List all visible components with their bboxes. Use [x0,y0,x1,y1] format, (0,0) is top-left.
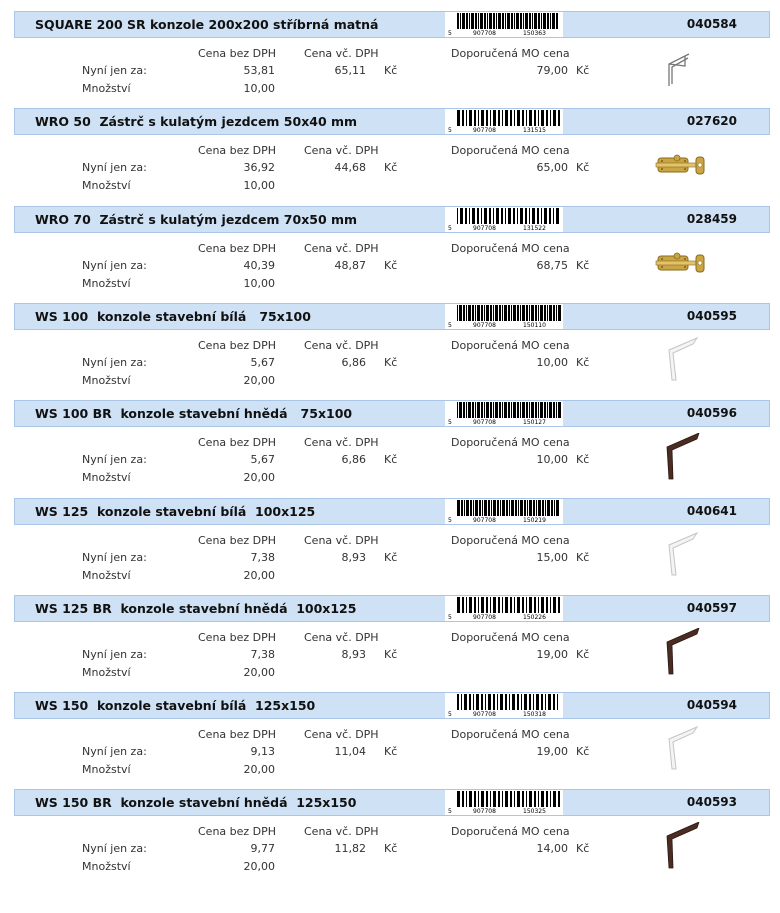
barcode-bars [445,304,563,329]
recommended-retail-price: 10,00 [536,453,568,467]
barcode-digit-prefix: 5 [448,419,452,427]
label-price-excl-vat: Cena bez DPH [198,436,277,450]
currency-label: Kč [576,550,590,564]
recommended-retail-price: 19,00 [536,745,568,759]
product-name: WRO 50 Zástrč s kulatým jezdcem 50x40 mm [35,114,358,130]
product-code: 027620 [686,114,737,129]
white-bracket-image [655,531,705,581]
label-now-only: Nyní jen za: [82,647,147,661]
price-incl-vat: 6,86 [341,453,366,467]
currency-label: Kč [384,161,398,175]
product-header [14,595,770,622]
product-entry [0,195,780,292]
label-now-only: Nyní jen za: [82,453,147,467]
recommended-retail-price: 14,00 [536,842,568,856]
label-price-incl-vat: Cena vč. DPH [304,728,379,742]
label-price-excl-vat: Cena bez DPH [198,825,277,839]
price-excl-vat: 7,38 [250,550,275,564]
price-incl-vat: 48,87 [334,258,366,272]
price-incl-vat: 8,93 [341,550,366,564]
label-recommended-retail: Doporučená MO cena [451,728,570,742]
product-name: WS 150 BR konzole stavební hnědá 125x150 [35,795,357,811]
label-quantity: Množství [82,763,131,777]
quantity-value: 20,00 [243,860,275,874]
label-quantity: Množství [82,373,131,387]
price-excl-vat: 40,39 [243,258,275,272]
currency-label: Kč [384,64,398,77]
product-entry [0,0,780,97]
label-recommended-retail: Doporučená MO cena [451,436,570,450]
product-name: WS 100 konzole stavební bílá 75x100 [35,308,311,324]
label-price-excl-vat: Cena bez DPH [198,728,277,742]
label-price-excl-vat: Cena bez DPH [198,144,277,158]
currency-label: Kč [576,258,590,272]
label-price-excl-vat: Cena bez DPH [198,338,277,352]
corner-bracket-image [655,44,705,94]
price-excl-vat: 9,13 [250,745,275,759]
barcode-bars [445,401,563,426]
product-code: 040641 [686,503,737,518]
white-bracket-image [655,336,705,386]
product-image [655,628,705,678]
barcode-digits-right: 150318 [523,711,546,719]
barcode-digits-right: 150110 [523,321,546,329]
barcode-digit-prefix: 5 [448,224,452,232]
quantity-value: 10,00 [243,179,275,193]
label-quantity: Množství [82,179,131,193]
product-code: 040584 [686,17,737,31]
barcode-image [445,693,563,718]
product-image [655,44,705,94]
quantity-value: 10,00 [243,276,275,290]
label-now-only: Nyní jen za: [82,161,147,175]
label-recommended-retail: Doporučená MO cena [451,630,570,644]
price-excl-vat: 7,38 [250,647,275,661]
barcode-digits-left: 907708 [473,808,496,816]
product-entry [0,681,780,778]
product-code: 040596 [686,406,737,421]
product-entry [0,97,780,194]
price-incl-vat: 6,86 [341,355,366,369]
product-entry [0,584,780,681]
currency-label: Kč [384,842,398,856]
product-header [14,206,770,233]
barcode-bars [445,790,563,815]
label-recommended-retail: Doporučená MO cena [451,241,570,255]
recommended-retail-price: 79,00 [536,64,568,77]
barcode-digits-right: 150226 [523,613,546,621]
barcode-bars [445,12,563,37]
label-price-incl-vat: Cena vč. DPH [304,533,379,547]
currency-label: Kč [384,647,398,661]
product-name: WS 125 BR konzole stavební hnědá 100x125 [35,600,357,616]
product-code: 040597 [686,600,737,615]
barcode-digit-prefix: 5 [448,808,452,816]
label-now-only: Nyní jen za: [82,842,147,856]
barcode-digit-prefix: 5 [448,321,452,329]
recommended-retail-price: 10,00 [536,355,568,369]
barcode-bars [445,693,563,718]
recommended-retail-price: 68,75 [536,258,568,272]
currency-label: Kč [576,647,590,661]
currency-label: Kč [576,355,590,369]
quantity-value: 20,00 [243,373,275,387]
barcode-digits-left: 907708 [473,30,496,37]
label-now-only: Nyní jen za: [82,258,147,272]
product-image [655,433,705,483]
price-excl-vat: 5,67 [250,453,275,467]
barcode-digits-left: 907708 [473,516,496,524]
price-incl-vat: 44,68 [334,161,366,175]
label-price-incl-vat: Cena vč. DPH [304,436,379,450]
barcode-bars [445,499,563,524]
product-image [655,239,705,289]
product-name: SQUARE 200 SR konzole 200x200 stříbrná matná [35,17,379,32]
product-header [14,108,770,135]
brass-latch-image [655,141,705,191]
product-name: WS 100 BR konzole stavební hnědá 75x100 [35,406,353,422]
barcode-digits-right: 150325 [523,808,546,816]
product-header [14,692,770,719]
barcode-bars [445,109,563,134]
product-entry [0,389,780,486]
product-name: WRO 70 Zástrč s kulatým jezdcem 70x50 mm [35,211,358,227]
product-name: WS 150 konzole stavební bílá 125x150 [35,698,316,714]
product-header [14,11,770,38]
product-image [655,531,705,581]
barcode-image [445,207,563,232]
label-quantity: Množství [82,471,131,485]
label-recommended-retail: Doporučená MO cena [451,533,570,547]
brown-bracket-image [655,822,705,872]
barcode-image [445,401,563,426]
barcode-digits-right: 150363 [523,30,546,37]
barcode-digit-prefix: 5 [448,711,452,719]
barcode-image [445,304,563,329]
price-incl-vat: 65,11 [334,64,366,77]
label-price-incl-vat: Cena vč. DPH [304,241,379,255]
product-image [655,822,705,872]
currency-label: Kč [384,745,398,759]
quantity-value: 20,00 [243,665,275,679]
brass-latch-image [655,239,705,289]
price-excl-vat: 9,77 [250,842,275,856]
label-price-incl-vat: Cena vč. DPH [304,338,379,352]
label-now-only: Nyní jen za: [82,745,147,759]
label-price-incl-vat: Cena vč. DPH [304,47,379,60]
label-quantity: Množství [82,665,131,679]
barcode-digits-left: 907708 [473,711,496,719]
barcode-digit-prefix: 5 [448,127,452,135]
currency-label: Kč [576,842,590,856]
product-image [655,725,705,775]
currency-label: Kč [576,64,590,77]
product-header [14,789,770,816]
product-header [14,303,770,330]
price-incl-vat: 11,82 [334,842,366,856]
price-incl-vat: 11,04 [334,745,366,759]
product-name: WS 125 konzole stavební bílá 100x125 [35,503,316,519]
recommended-retail-price: 19,00 [536,647,568,661]
barcode-digits-left: 907708 [473,613,496,621]
barcode-digits-right: 131522 [523,224,546,232]
label-quantity: Množství [82,82,131,95]
barcode-digit-prefix: 5 [448,516,452,524]
label-recommended-retail: Doporučená MO cena [451,825,570,839]
currency-label: Kč [576,745,590,759]
recommended-retail-price: 15,00 [536,550,568,564]
currency-label: Kč [384,550,398,564]
white-bracket-image [655,725,705,775]
barcode-image [445,499,563,524]
barcode-digits-left: 907708 [473,224,496,232]
barcode-image [445,790,563,815]
label-price-incl-vat: Cena vč. DPH [304,825,379,839]
label-now-only: Nyní jen za: [82,550,147,564]
label-price-excl-vat: Cena bez DPH [198,630,277,644]
barcode-bars [445,207,563,232]
label-now-only: Nyní jen za: [82,355,147,369]
currency-label: Kč [384,355,398,369]
label-price-incl-vat: Cena vč. DPH [304,144,379,158]
currency-label: Kč [384,258,398,272]
barcode-digits-left: 907708 [473,321,496,329]
brown-bracket-image [655,628,705,678]
label-recommended-retail: Doporučená MO cena [451,47,570,60]
label-now-only: Nyní jen za: [82,64,147,77]
product-code: 040595 [686,308,737,323]
label-price-excl-vat: Cena bez DPH [198,241,277,255]
barcode-digits-left: 907708 [473,127,496,135]
barcode-image [445,109,563,134]
barcode-digits-right: 150127 [523,419,546,427]
label-quantity: Množství [82,276,131,290]
product-image [655,141,705,191]
price-excl-vat: 5,67 [250,355,275,369]
recommended-retail-price: 65,00 [536,161,568,175]
price-excl-vat: 36,92 [243,161,275,175]
price-incl-vat: 8,93 [341,647,366,661]
label-price-excl-vat: Cena bez DPH [198,533,277,547]
barcode-digit-prefix: 5 [448,30,452,37]
currency-label: Kč [576,453,590,467]
product-code: 040593 [686,795,737,810]
quantity-value: 20,00 [243,763,275,777]
barcode-digit-prefix: 5 [448,613,452,621]
quantity-value: 20,00 [243,471,275,485]
barcode-digits-left: 907708 [473,419,496,427]
price-excl-vat: 53,81 [243,64,275,77]
product-entry [0,487,780,584]
barcode-image [445,596,563,621]
label-quantity: Množství [82,860,131,874]
product-header [14,498,770,525]
product-header [14,400,770,427]
label-price-excl-vat: Cena bez DPH [198,47,277,60]
product-image [655,336,705,386]
label-recommended-retail: Doporučená MO cena [451,338,570,352]
quantity-value: 10,00 [243,82,275,95]
barcode-digits-right: 150219 [523,516,546,524]
product-code: 040594 [686,698,737,713]
label-recommended-retail: Doporučená MO cena [451,144,570,158]
product-code: 028459 [686,211,737,226]
currency-label: Kč [576,161,590,175]
quantity-value: 20,00 [243,568,275,582]
barcode-bars [445,596,563,621]
label-price-incl-vat: Cena vč. DPH [304,630,379,644]
barcode-image [445,12,563,37]
product-entry [0,292,780,389]
barcode-digits-right: 131515 [523,127,546,135]
brown-bracket-image [655,433,705,483]
currency-label: Kč [384,453,398,467]
label-quantity: Množství [82,568,131,582]
product-entry [0,778,780,875]
